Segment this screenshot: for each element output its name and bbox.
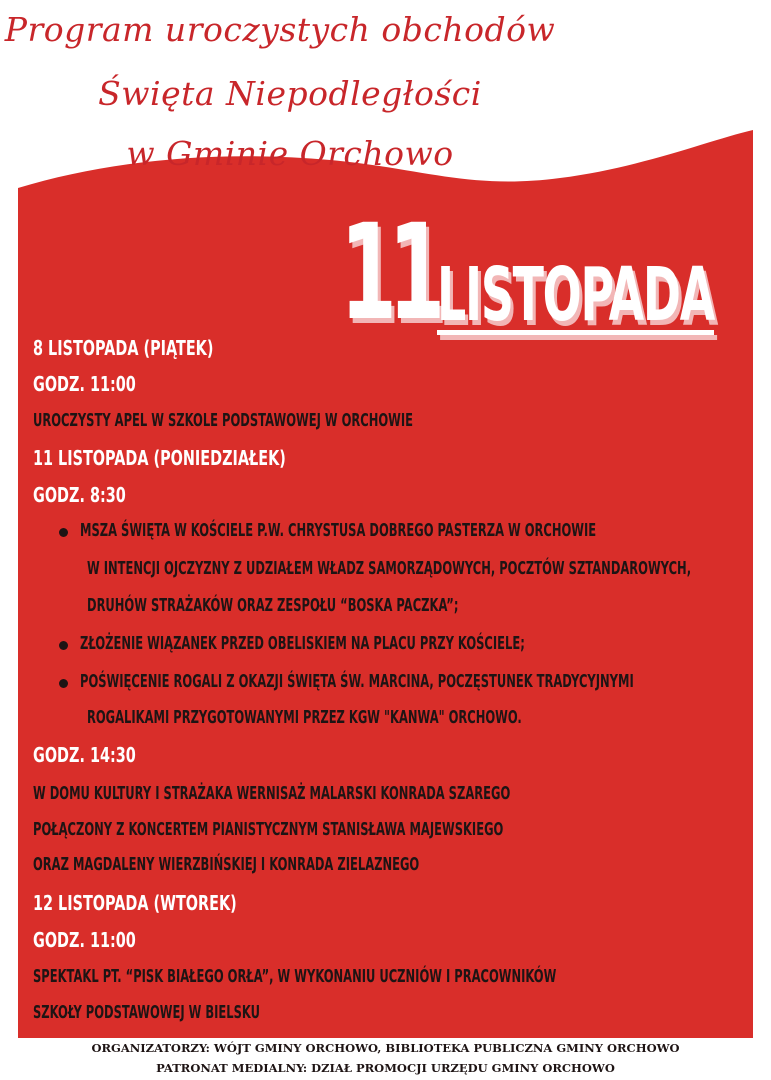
title-line-1: Program uroczystych obchodów: [4, 10, 556, 49]
nov12-time: GODZ. 11:00: [33, 928, 136, 952]
footer-media-patron: PATRONAT MEDIALNY: DZIAŁ PROMOCJI URZĘDU GMINY ORCHOWO: [156, 1061, 615, 1075]
nov11-time-1: GODZ. 8:30: [33, 483, 126, 507]
nov8-event: UROCZYSTY APEL W SZKOLE PODSTAWOWEJ W ORCHOWIE: [33, 410, 414, 431]
nov11-bullet-3-line-2: ROGALIKAMI PRZYGOTOWANYMI PRZEZ KGW "KANWA" ORCHOWO.: [87, 707, 522, 728]
nov12-event-line-2: SZKOŁY PODSTAWOWEJ W BIELSKU: [33, 1002, 261, 1023]
nov11-time-2: GODZ. 14:30: [33, 743, 136, 767]
title-line-3: w Gminie Orchowo: [126, 134, 454, 173]
bullet-icon: [59, 679, 68, 688]
nov11-event-2-line-1: W DOMU KULTURY I STRAŻAKA WERNISAŻ MALARSKI KONRADA SZAREGO: [33, 783, 511, 804]
bullet-icon: [59, 641, 68, 650]
nov12-heading: 12 LISTOPADA (WTOREK): [33, 891, 237, 915]
nov11-bullet-1-line-1: MSZA ŚWIĘTA W KOŚCIELE P.W. CHRYSTUSA DOBREGO PASTERZA W ORCHOWIE: [80, 520, 597, 541]
bullet-icon: [59, 528, 68, 537]
footer-organizers: ORGANIZATORZY: WÓJT GMINY ORCHOWO, BIBLIOTEKA PUBLICZNA GMINY ORCHOWO: [91, 1041, 680, 1055]
nov11-bullet-3-line-1: POŚWIĘCENIE ROGALI Z OKAZJI ŚWIĘTA ŚW. MARCINA, POCZĘSTUNEK TRADYCYJNYMI: [80, 671, 634, 692]
date-month: LISTOPADA: [437, 252, 715, 338]
nov11-heading: 11 LISTOPADA (PONIEDZIAŁEK): [33, 446, 286, 470]
nov12-event-line-1: SPEKTAKL PT. “PISK BIAŁEGO ORŁA”, W WYKONANIU UCZNIÓW I PRACOWNIKÓW: [33, 966, 557, 987]
title-line-2: Święta Niepodległości: [98, 74, 482, 113]
nov8-heading: 8 LISTOPADA (PIĄTEK): [33, 336, 214, 360]
nov11-event-2-line-3: ORAZ MAGDALENY WIERZBIŃSKIEJ I KONRADA ZIELAZNEGO: [33, 854, 420, 875]
nov11-bullet-1-line-3: DRUHÓW STRAŻAKÓW ORAZ ZESPOŁU “BOSKA PACZKA”;: [87, 595, 459, 616]
nov8-time: GODZ. 11:00: [33, 372, 136, 396]
nov11-event-2-line-2: POŁĄCZONY Z KONCERTEM PIANISTYCZNYM STANISŁAWA MAJEWSKIEGO: [33, 819, 504, 840]
nov11-bullet-2: ZŁOŻENIE WIĄZANEK PRZED OBELISKIEM NA PLACU PRZY KOŚCIELE;: [80, 633, 525, 654]
date-day: 11: [340, 196, 437, 350]
nov11-bullet-1-line-2: W INTENCJI OJCZYZNY Z UDZIAŁEM WŁADZ SAMORZĄDOWYCH, POCZTÓW SZTANDAROWYCH,: [87, 558, 692, 579]
